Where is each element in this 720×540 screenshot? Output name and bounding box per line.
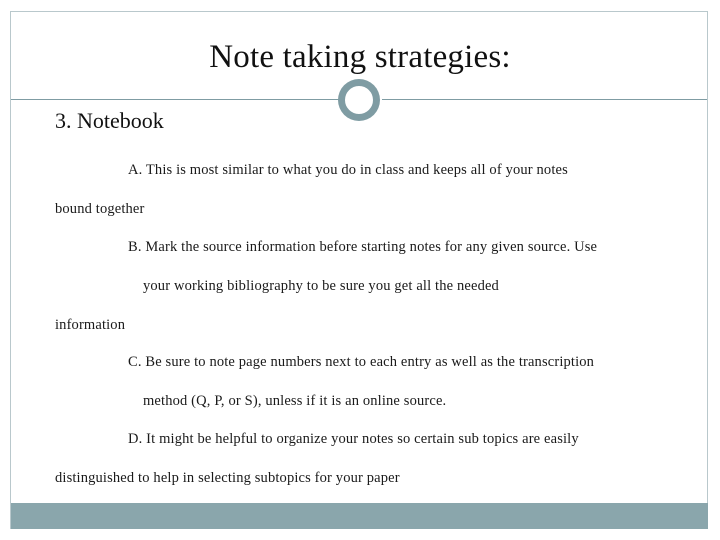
decorative-ring-icon [338,79,380,121]
body-line-b: B. Mark the source information before starting notes for any given source. Use [128,239,598,255]
slide-title: Note taking strategies: [209,39,511,75]
ring-center [343,84,375,116]
footer-bar [11,503,708,529]
body-line-b-cont2: information [55,317,126,333]
body-line-d: D. It might be helpful to organize your notes so certain sub topics are easily [128,431,579,447]
divider-left [11,99,340,100]
section-heading: 3. Notebook [55,108,164,133]
body-line-d-cont: distinguished to help in selecting subtopics for your paper [55,470,400,486]
body-line-b-cont: your working bibliography to be sure you get all the needed [143,278,499,294]
body-line-c-cont: method (Q, P, or S), unless if it is an online source. [143,393,447,409]
body-line-a-cont: bound together [55,201,145,217]
body-line-c: C. Be sure to note page numbers next to each entry as well as the transcription [128,354,595,370]
divider-right [382,99,707,100]
body-line-a: A. This is most similar to what you do in class and keeps all of your notes [128,162,568,178]
